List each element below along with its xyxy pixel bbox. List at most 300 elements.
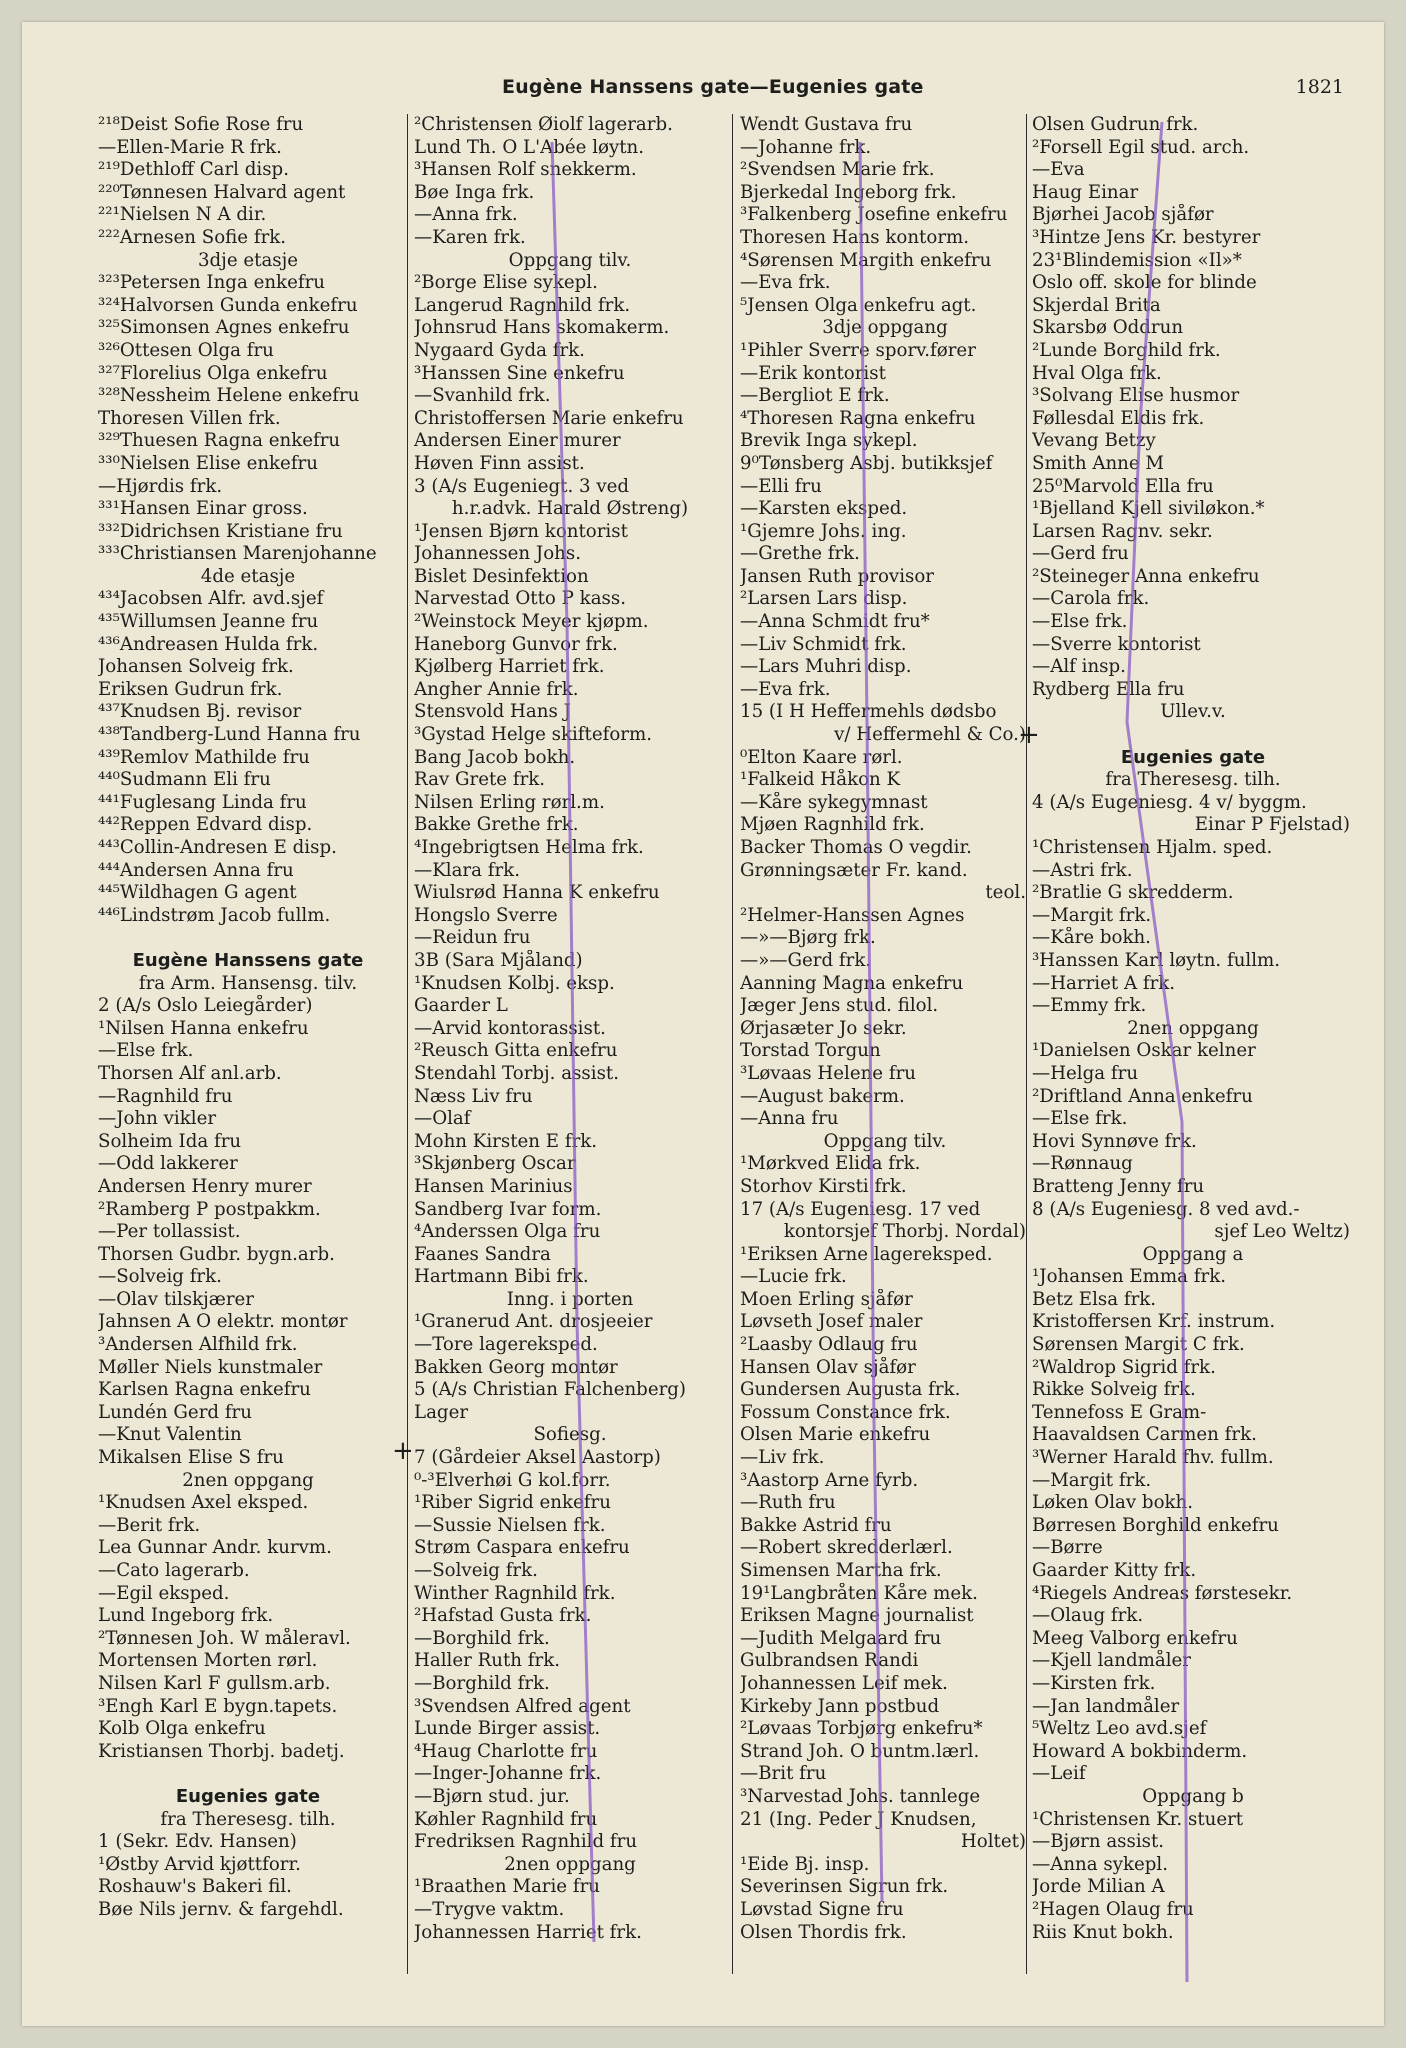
plus-mark-icon: + — [392, 1436, 414, 1466]
directory-entry: ³Løvaas Helene fru — [740, 1062, 916, 1084]
directory-entry: ³Skjønberg Oscar — [414, 1153, 576, 1175]
directory-entry: Thorsen Alf anl.arb. — [98, 1062, 282, 1084]
directory-entry: ¹Braathen Marie fru — [414, 1876, 600, 1898]
directory-entry: Gaarder Kitty frk. — [1032, 1560, 1197, 1581]
directory-entry: ¹Granerud Ant. drosjeeier — [414, 1311, 653, 1333]
directory-entry: Hartmann Bibi frk. — [414, 1266, 589, 1288]
directory-entry: ²Borge Elise sykepl. — [414, 272, 598, 294]
directory-entry: Thorsen Gudbr. bygn.arb. — [98, 1243, 335, 1265]
directory-entry: Løvseth Josef maler — [740, 1311, 923, 1333]
directory-entry: Fredriksen Ragnhild fru — [414, 1831, 638, 1853]
directory-page — [22, 22, 1384, 2026]
directory-entry: 4 (A/s Eugeniesg. 4 v/ byggm. — [1032, 791, 1307, 813]
directory-entry: —Klara frk. — [414, 859, 520, 881]
directory-entry: —Robert skredderlærl. — [740, 1537, 953, 1559]
directory-entry: Eriksen Gudrun frk. — [98, 678, 283, 700]
directory-entry: Vevang Betzy — [1032, 430, 1156, 452]
directory-entry: ²Reusch Gitta enkefru — [414, 1040, 618, 1062]
directory-entry: —Per tollassist. — [98, 1221, 241, 1243]
directory-entry: ³²³Petersen Inga enkefru — [98, 272, 325, 294]
directory-entry: ²Hafstad Gusta frk. — [414, 1605, 592, 1627]
section-label: 2nen oppgang — [1127, 1017, 1259, 1039]
directory-entry: Olsen Thordis frk. — [740, 1921, 907, 1943]
directory-entry: —Helga fru — [1032, 1062, 1139, 1084]
directory-entry: Jahnsen A O elektr. montør — [98, 1311, 348, 1333]
directory-entry: Bratteng Jenny fru — [1032, 1175, 1205, 1197]
directory-entry: ¹Mørkved Elida frk. — [740, 1153, 921, 1175]
directory-entry: —Johanne frk. — [740, 136, 872, 158]
directory-entry: ²Ramberg P postpakkm. — [98, 1198, 321, 1220]
directory-entry: Tennefoss E Gram- — [1032, 1401, 1207, 1423]
directory-entry: Johannessen Leif mek. — [740, 1672, 948, 1694]
directory-entry: ³Falkenberg Josefine enkefru — [740, 204, 1008, 226]
section-label: Oppgang tilv. — [823, 1130, 947, 1152]
directory-entry: Larsen Ragnv. sekr. — [1032, 520, 1213, 542]
directory-entry: ²Helmer-Hanssen Agnes — [740, 904, 965, 926]
directory-entry: —Ellen-Marie R frk. — [98, 136, 282, 158]
directory-entry: —Ruth fru — [740, 1492, 836, 1514]
directory-entry: ³³¹Hansen Einar gross. — [98, 498, 308, 520]
directory-entry: —Borghild frk. — [414, 1627, 550, 1649]
directory-entry: —»—Gerd frk. — [740, 949, 872, 971]
directory-entry: v/ Heffermehl & Co.) — [834, 724, 1026, 746]
directory-entry: —Olaf — [414, 1108, 471, 1130]
directory-entry: —Kirsten frk. — [1032, 1672, 1156, 1694]
directory-entry: ⁴⁴²Reppen Edvard disp. — [98, 814, 313, 836]
section-label: fra Theresesg. tilh. — [160, 1808, 336, 1830]
directory-entry: ³Svendsen Alfred agent — [414, 1695, 631, 1717]
section-label: Inng. i porten — [506, 1288, 634, 1310]
directory-entry: ⁴⁴⁶Lindstrøm Jacob fullm. — [98, 904, 331, 926]
directory-entry: —Else frk. — [98, 1040, 194, 1062]
directory-entry: kontorsjef Thorbj. Nordal) — [783, 1221, 1026, 1243]
section-label: 3dje etasje — [197, 249, 299, 271]
directory-entry: ¹Eriksen Arne lagereksped. — [740, 1243, 993, 1265]
directory-entry: ¹Jensen Bjørn kontorist — [414, 520, 628, 542]
directory-entry: ⁴Riegels Andreas førstesekr. — [1032, 1582, 1293, 1604]
section-label: 3dje oppgang — [822, 317, 948, 339]
directory-entry: Mjøen Ragnhild frk. — [740, 814, 925, 836]
directory-entry: 7 (Gårdeier Aksel Aastorp) — [414, 1447, 661, 1469]
directory-entry: Haneborg Gunvor frk. — [414, 633, 618, 655]
directory-entry: Brevik Inga sykepl. — [740, 430, 918, 452]
directory-entry: ⁵Jensen Olga enkefru agt. — [740, 294, 977, 316]
directory-entry: ⁴Ingebrigtsen Helma frk. — [414, 837, 644, 858]
directory-entry: 17 (A/s Eugeniesg. 17 ved — [740, 1198, 981, 1220]
directory-entry: Betz Elsa frk. — [1032, 1288, 1157, 1310]
directory-entry: ¹Nilsen Hanna enkefru — [98, 1017, 309, 1039]
directory-entry: Torstad Torgun — [740, 1040, 881, 1062]
directory-entry: ³Hanssen Karl løytn. fullm. — [1032, 949, 1281, 971]
directory-entry: Møller Niels kunstmaler — [98, 1356, 323, 1378]
directory-entry: Hansen Marinius — [414, 1175, 573, 1197]
directory-entry: Mikalsen Elise S fru — [98, 1447, 284, 1469]
directory-entry: Christoffersen Marie enkefru — [414, 407, 684, 429]
directory-entry: —Reidun fru — [414, 927, 531, 949]
directory-entry: —Olaug frk. — [1032, 1605, 1144, 1627]
directory-entry: Backer Thomas O vegdir. — [740, 837, 972, 858]
directory-entry: —Jan landmåler — [1032, 1695, 1180, 1717]
directory-entry: Skjerdal Brita — [1032, 294, 1161, 316]
directory-entry: ³²⁶Ottesen Olga fru — [98, 339, 274, 361]
section-label: 4de etasje — [200, 565, 296, 587]
directory-entry: 23¹Blindemission «Il»* — [1032, 249, 1242, 271]
column-3 — [740, 114, 1030, 1944]
directory-entry: —Anna Schmidt fru* — [740, 611, 930, 633]
directory-entry: ¹Knudsen Kolbj. eksp. — [414, 972, 615, 994]
directory-entry: —Lucie frk. — [740, 1266, 847, 1288]
directory-entry: ⁵Weltz Leo avd.sjef — [1032, 1718, 1207, 1740]
directory-entry: Jansen Ruth provisor — [740, 565, 935, 587]
directory-entry: Simensen Martha frk. — [740, 1560, 942, 1581]
directory-entry: Kristiansen Thorbj. badetj. — [98, 1740, 345, 1762]
directory-entry: Langerud Ragnhild frk. — [414, 294, 631, 316]
directory-entry: Narvestad Otto P kass. — [414, 588, 626, 610]
section-label: fra Arm. Hansensg. tilv. — [138, 972, 358, 994]
directory-entry: Meeg Valborg enkefru — [1032, 1627, 1238, 1649]
directory-entry: Olsen Gudrun frk. — [1032, 114, 1199, 135]
directory-entry: ⁴³⁹Remlov Mathilde fru — [98, 746, 310, 768]
directory-entry: —Bjørn assist. — [1032, 1831, 1165, 1853]
directory-entry: Lea Gunnar Andr. kurvm. — [98, 1537, 332, 1559]
directory-entry: Næss Liv fru — [414, 1085, 533, 1107]
directory-entry: Rydberg Ella fru — [1032, 678, 1185, 700]
directory-entry: ³²⁵Simonsen Agnes enkefru — [98, 317, 350, 339]
directory-entry: sjef Leo Weltz) — [1214, 1221, 1350, 1243]
directory-entry: ²¹⁹Dethloff Carl disp. — [98, 159, 289, 181]
page-number: 1821 — [1295, 76, 1344, 98]
directory-entry: 8 (A/s Eugeniesg. 8 ved avd.- — [1032, 1198, 1300, 1220]
directory-entry: Haller Ruth frk. — [414, 1650, 561, 1672]
directory-entry — [98, 1763, 398, 1786]
directory-entry: —Solveig frk. — [414, 1560, 538, 1581]
directory-entry: 3B (Sara Mjåland) — [414, 949, 583, 971]
directory-entry: Holtet) — [960, 1831, 1026, 1853]
directory-entry: Gundersen Augusta frk. — [740, 1379, 961, 1401]
directory-entry: Lund Th. O L'Abée løytn. — [414, 136, 645, 158]
directory-entry: Severinsen Sigrun frk. — [740, 1876, 949, 1898]
directory-entry: ³³⁰Nielsen Elise enkefru — [98, 452, 318, 474]
directory-entry: Andersen Henry murer — [98, 1175, 312, 1197]
directory-entry: —Lars Muhri disp. — [740, 656, 912, 678]
directory-entry: ²Laasby Odlaug fru — [740, 1334, 918, 1356]
directory-entry: ²¹⁸Deist Sofie Rose fru — [98, 114, 304, 135]
directory-entry: ⁴Thoresen Ragna enkefru — [740, 407, 976, 429]
directory-entry: ³Hanssen Sine enkefru — [414, 362, 625, 384]
section-label: 2nen oppgang — [182, 1469, 314, 1491]
directory-entry: —Tore lagereksped. — [414, 1334, 598, 1356]
directory-entry: 2 (A/s Oslo Leiegårder) — [98, 995, 313, 1017]
section-label: fra Theresesg. tilh. — [1105, 769, 1281, 791]
directory-entry: Kirkeby Jann postbud — [740, 1695, 940, 1717]
directory-entry: Andersen Einer murer — [414, 430, 621, 452]
directory-entry: Stensvold Hans J — [414, 701, 571, 723]
directory-entry: ³Hansen Rolf snekkerm. — [414, 159, 637, 181]
directory-entry: Faanes Sandra — [414, 1243, 551, 1265]
directory-entry: —Hjørdis frk. — [98, 475, 223, 497]
directory-entry: Winther Ragnhild frk. — [414, 1582, 616, 1604]
directory-entry: Johannessen Harriet frk. — [414, 1921, 642, 1943]
directory-entry: Bakke Astrid fru — [740, 1514, 892, 1536]
directory-entry: —Kjell landmåler — [1032, 1650, 1191, 1672]
directory-entry: Thoresen Villen frk. — [98, 407, 281, 429]
directory-entry: —Elli fru — [740, 475, 822, 497]
directory-entry: —Astri frk. — [1032, 859, 1133, 881]
directory-entry: ¹Bjelland Kjell siviløkon.* — [1032, 498, 1265, 520]
street-heading: Eugenies gate — [175, 1785, 321, 1807]
directory-entry: Angher Annie frk. — [414, 678, 579, 700]
directory-entry: —Liv Schmidt frk. — [740, 633, 907, 655]
directory-entry: ²Weinstock Meyer kjøpm. — [414, 611, 649, 633]
directory-entry: —Brit fru — [740, 1763, 827, 1785]
directory-entry: —Inger-Johanne frk. — [414, 1763, 602, 1785]
directory-entry: 3 (A/s Eugeniegt. 3 ved — [414, 475, 630, 497]
directory-entry: Riis Knut bokh. — [1032, 1921, 1174, 1943]
directory-entry: ³Werner Harald fhv. fullm. — [1032, 1447, 1274, 1469]
directory-entry: Olsen Marie enkefru — [740, 1424, 931, 1446]
directory-entry: Bjerkedal Ingeborg frk. — [740, 181, 957, 203]
directory-entry: 9⁰Tønsberg Asbj. butikksjef — [740, 452, 993, 474]
directory-entry: Bakke Grethe frk. — [414, 814, 579, 836]
directory-entry: —Ragnhild fru — [98, 1085, 233, 1107]
directory-entry: ⁴³⁵Willumsen Jeanne fru — [98, 611, 319, 633]
street-heading: Eugène Hanssens gate — [132, 949, 364, 971]
directory-entry: ³Solvang Elise husmor — [1032, 385, 1240, 407]
section-label: Sofiesg. — [533, 1424, 607, 1446]
directory-entry: ¹Eide Bj. insp. — [740, 1853, 870, 1875]
directory-entry: ⁴³⁴Jacobsen Alfr. avd.sjef — [98, 588, 324, 610]
directory-entry: ⁴Anderssen Olga fru — [414, 1221, 601, 1243]
directory-entry: Sørensen Margit C frk. — [1032, 1334, 1245, 1356]
directory-entry: Kristoffersen Krf. instrum. — [1032, 1311, 1276, 1333]
directory-entry: —Svanhild frk. — [414, 385, 551, 407]
directory-entry: Lager — [414, 1401, 469, 1423]
directory-entry: —Grethe frk. — [740, 543, 860, 565]
directory-entry: ¹Christensen Kr. stuert — [1032, 1808, 1244, 1830]
directory-entry: Solheim Ida fru — [98, 1130, 242, 1152]
directory-entry: —Olav tilskjærer — [98, 1288, 254, 1310]
directory-entry: 1 (Sekr. Edv. Hansen) — [98, 1831, 297, 1853]
directory-entry: Strøm Caspara enkefru — [414, 1537, 630, 1559]
directory-entry: ²Tønnesen Joh. W måleravl. — [98, 1627, 351, 1649]
directory-entry: Hansen Olav sjåfør — [740, 1356, 916, 1378]
directory-entry: Stendahl Torbj. assist. — [414, 1062, 619, 1084]
directory-entry: Smith Anne M — [1032, 452, 1165, 474]
directory-entry: Bislet Desinfektion — [414, 565, 589, 587]
directory-entry: —Kåre sykegymnast — [740, 791, 928, 813]
directory-entry: Lund Ingeborg frk. — [98, 1605, 274, 1627]
directory-entry: ²²²Arnesen Sofie frk. — [98, 226, 287, 248]
directory-entry: ²Steineger Anna enkefru — [1032, 565, 1260, 587]
directory-entry: —Knut Valentin — [98, 1424, 242, 1446]
column-1 — [98, 114, 398, 1922]
street-heading: Eugenies gate — [1120, 746, 1266, 768]
page-title: Eugène Hanssens gate—Eugenies gate — [502, 76, 924, 98]
directory-entry: Strand Joh. O buntm.lærl. — [740, 1740, 980, 1762]
directory-entry: —Sussie Nielsen frk. — [414, 1514, 606, 1536]
directory-entry: ⁴Sørensen Margith enkefru — [740, 249, 992, 271]
directory-entry: ³Narvestad Johs. tannlege — [740, 1785, 981, 1807]
directory-entry: ²Driftland Anna enkefru — [1032, 1085, 1253, 1107]
directory-entry: —Gerd fru — [1032, 543, 1129, 565]
directory-entry: —Carola frk. — [1032, 588, 1150, 610]
directory-entry: —Bjørn stud. jur. — [414, 1785, 570, 1807]
directory-entry: —Else frk. — [1032, 611, 1128, 633]
directory-entry: Rikke Solveig frk. — [1032, 1379, 1196, 1401]
directory-entry: Køhler Ragnhild fru — [414, 1808, 598, 1830]
directory-entry: Sandberg Ivar form. — [414, 1198, 602, 1220]
directory-entry: Howard A bokbinderm. — [1032, 1740, 1248, 1762]
directory-entry: Ørjasæter Jo sekr. — [740, 1017, 907, 1039]
column-rule — [732, 114, 733, 1974]
directory-entry — [1032, 724, 1354, 747]
directory-entry: ¹Danielsen Oskar kelner — [1032, 1040, 1256, 1062]
directory-entry: Gaarder L — [414, 995, 508, 1017]
directory-entry: Gulbrandsen Randi — [740, 1650, 919, 1672]
directory-entry: Nygaard Gyda frk. — [414, 339, 585, 361]
directory-entry: —Eva frk. — [740, 272, 831, 294]
directory-entry: Løken Olav bokh. — [1032, 1492, 1194, 1514]
directory-entry: ³²⁸Nessheim Helene enkefru — [98, 385, 360, 407]
directory-entry: —Margit frk. — [1032, 1469, 1152, 1491]
directory-entry: —Leif — [1032, 1763, 1086, 1785]
directory-entry: ²Waldrop Sigrid frk. — [1032, 1356, 1216, 1378]
directory-entry: Lundén Gerd fru — [98, 1401, 252, 1423]
directory-entry: —Eva frk. — [740, 678, 831, 700]
directory-entry: Einar P Fjelstad) — [1194, 814, 1350, 836]
directory-entry: ⁴³⁸Tandberg-Lund Hanna fru — [98, 724, 361, 746]
directory-entry: —Cato lagerarb. — [98, 1560, 250, 1581]
directory-entry: Aanning Magna enkefru — [740, 972, 964, 994]
directory-entry: ⁴⁴⁴Andersen Anna fru — [98, 859, 294, 881]
directory-entry: ¹Christensen Hjalm. sped. — [1032, 837, 1273, 858]
directory-entry: Nilsen Karl F gullsm.arb. — [98, 1672, 331, 1694]
directory-entry: —John vikler — [98, 1108, 217, 1130]
directory-entry: Jorde Milian A — [1032, 1876, 1165, 1898]
directory-entry: Bøe Inga frk. — [414, 181, 535, 203]
directory-entry: Wiulsrød Hanna K enkefru — [414, 882, 660, 904]
column-4 — [1032, 114, 1354, 1944]
directory-entry: —Margit frk. — [1032, 904, 1152, 926]
directory-entry: ¹Johansen Emma frk. — [1032, 1266, 1227, 1288]
section-label: h.r.advk. Harald Østreng) — [451, 498, 689, 520]
plus-mark-icon: + — [1018, 720, 1040, 750]
directory-entry: ²Løvaas Torbjørg enkefru* — [740, 1718, 983, 1740]
directory-entry: ¹Riber Sigrid enkefru — [414, 1492, 611, 1514]
directory-entry: Thoresen Hans kontorm. — [740, 226, 970, 248]
directory-entry: Nilsen Erling rørl.m. — [414, 791, 605, 813]
directory-entry: ¹Falkeid Håkon K — [740, 769, 901, 791]
directory-entry: —Liv frk. — [740, 1447, 825, 1469]
directory-entry: —Judith Melgaard fru — [740, 1627, 942, 1649]
directory-entry: ²Christensen Øiolf lagerarb. — [414, 114, 673, 135]
directory-entry: 25⁰Marvold Ella fru — [1032, 475, 1214, 497]
section-label: 2nen oppgang — [504, 1853, 636, 1875]
directory-entry: teol. — [985, 882, 1026, 904]
section-label: Oppgang b — [1142, 1785, 1244, 1807]
directory-entry: —Bergliot E frk. — [740, 385, 890, 407]
directory-entry: —Eva — [1032, 159, 1085, 181]
directory-entry: —Anna frk. — [414, 204, 518, 226]
directory-entry: —Anna fru — [740, 1108, 839, 1130]
directory-entry: —Arvid kontorassist. — [414, 1017, 606, 1039]
directory-entry: —Borghild frk. — [414, 1672, 550, 1694]
directory-entry: ³²⁹Thuesen Ragna enkefru — [98, 430, 341, 452]
directory-entry: ³³²Didrichsen Kristiane fru — [98, 520, 343, 542]
directory-entry: —Berit frk. — [98, 1514, 201, 1536]
directory-entry: ⁴⁴¹Fuglesang Linda fru — [98, 791, 307, 813]
directory-entry: Bang Jacob bokh. — [414, 746, 576, 768]
directory-entry: Bøe Nils jernv. & fargehdl. — [98, 1898, 344, 1920]
directory-entry: Bakken Georg montør — [414, 1356, 618, 1378]
directory-entry: Lunde Birger assist. — [414, 1718, 601, 1740]
directory-entry: —Erik kontorist — [740, 362, 886, 384]
directory-entry: Wendt Gustava fru — [740, 114, 913, 135]
directory-entry: Johnsrud Hans skomakerm. — [414, 317, 670, 339]
directory-entry: Storhov Kirsti frk. — [740, 1175, 907, 1197]
directory-entry: ⁴⁴³Collin-Andresen E disp. — [98, 837, 337, 858]
directory-entry: —Trygve vaktm. — [414, 1898, 565, 1920]
directory-entry: —Anna sykepl. — [1032, 1853, 1169, 1875]
directory-entry: ²Lunde Borghild frk. — [1032, 339, 1221, 361]
directory-entry: Roshauw's Bakeri fil. — [98, 1876, 292, 1898]
directory-entry: Moen Erling sjåfør — [740, 1288, 913, 1310]
directory-entry: ³Engh Karl E bygn.tapets. — [98, 1695, 338, 1717]
directory-entry: Jæger Jens stud. filol. — [740, 995, 939, 1017]
directory-entry: Børresen Borghild enkefru — [1032, 1514, 1279, 1536]
directory-entry: —Rønnaug — [1032, 1153, 1133, 1175]
directory-entry: ³Gystad Helge skifteform. — [414, 724, 653, 746]
directory-entry: —Solveig frk. — [98, 1266, 222, 1288]
directory-entry: ⁴⁴⁰Sudmann Eli fru — [98, 769, 271, 791]
directory-entry: 19¹Langbråten Kåre mek. — [740, 1582, 978, 1604]
directory-entry: Kolb Olga enkefru — [98, 1718, 266, 1740]
directory-entry: Eriksen Magne journalist — [740, 1605, 974, 1627]
directory-entry: ⁴⁴⁵Wildhagen G agent — [98, 882, 297, 904]
directory-entry: 5 (A/s Christian Falchenberg) — [414, 1379, 687, 1401]
directory-entry: Hovi Synnøve frk. — [1032, 1130, 1197, 1152]
directory-entry: ⁴Haug Charlotte fru — [414, 1740, 598, 1762]
directory-entry: ⁴³⁷Knudsen Bj. revisor — [98, 701, 302, 723]
directory-entry: Mortensen Morten rørl. — [98, 1650, 318, 1672]
directory-entry: 15 (I H Heffermehls dødsbo — [740, 701, 997, 723]
directory-entry: —Harriet A frk. — [1032, 972, 1176, 994]
directory-entry: Føllesdal Eldis frk. — [1032, 407, 1205, 429]
directory-entry: —Alf insp. — [1032, 656, 1126, 678]
directory-entry: 21 (Ing. Peder J Knudsen, — [740, 1808, 977, 1830]
directory-entry: Fossum Constance frk. — [740, 1401, 951, 1423]
directory-entry: ¹Pihler Sverre sporv.fører — [740, 339, 976, 361]
directory-entry: ³Andersen Alfhild frk. — [98, 1334, 298, 1356]
directory-entry: —Emmy frk. — [1032, 995, 1147, 1017]
directory-entry: ⁰Elton Kaare rørl. — [740, 746, 903, 768]
directory-entry: Grønningsæter Fr. kand. — [740, 859, 968, 881]
section-label: Oppgang a — [1142, 1243, 1244, 1265]
directory-entry: —»—Bjørg frk. — [740, 927, 876, 949]
directory-entry: Rav Grete frk. — [414, 769, 546, 791]
directory-entry: Johansen Solveig frk. — [98, 656, 294, 678]
directory-entry: Hongslo Sverre — [414, 904, 558, 926]
directory-entry: Høven Finn assist. — [414, 452, 585, 474]
directory-entry: ³²⁴Halvorsen Gunda enkefru — [98, 294, 358, 316]
directory-entry: Bjørhei Jacob sjåfør — [1032, 204, 1214, 226]
directory-entry: —Karsten eksped. — [740, 498, 908, 520]
directory-entry: ²Forsell Egil stud. arch. — [1032, 136, 1250, 158]
directory-entry: ²Bratlie G skredderm. — [1032, 882, 1234, 904]
directory-entry: Oslo off. skole for blinde — [1032, 272, 1257, 294]
directory-entry: ⁰-³Elverhøi G kol.forr. — [414, 1469, 611, 1491]
directory-entry: ²Svendsen Marie frk. — [740, 159, 935, 181]
